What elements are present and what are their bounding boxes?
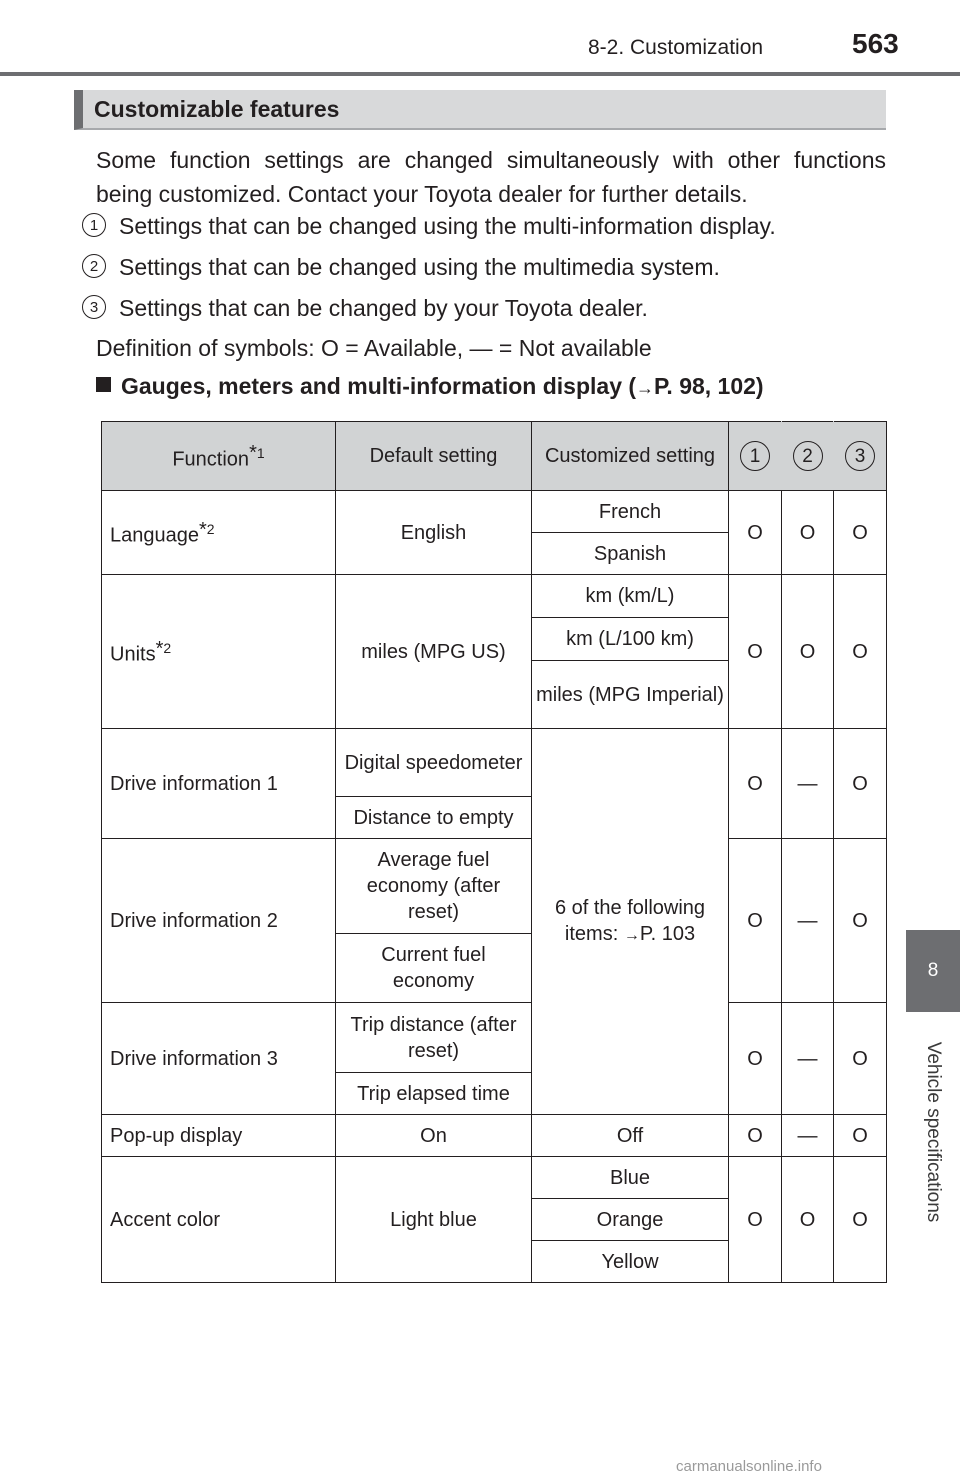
option-drive-2: Average fuel economy (after reset): [336, 839, 532, 934]
table-row: [102, 575, 887, 618]
circled-number-icon: 2: [82, 254, 106, 278]
mark-1: O: [729, 575, 782, 729]
option-accent: Yellow: [532, 1241, 729, 1283]
default-popup: On: [336, 1115, 532, 1157]
circled-number-icon: 2: [793, 441, 823, 471]
bullet-square-icon: [96, 377, 111, 392]
mark-2: —: [782, 1003, 834, 1115]
list-item: 3 Settings that can be changed by your Toyota dealer.: [82, 295, 648, 322]
header-rule: [0, 72, 960, 76]
option-drive-1: Digital speedometer: [336, 729, 532, 797]
mark-1: O: [729, 729, 782, 839]
intro-paragraph: Some function settings are changed simultaneously with other functions being customized. Contact your Toyota dealer for further details.: [96, 147, 886, 207]
header-col-1: [729, 422, 782, 491]
function-language: Language*$^2$: [102, 491, 336, 575]
mark-1: O: [729, 491, 782, 575]
table-row: [102, 491, 887, 533]
mark-3: O: [834, 729, 887, 839]
function-drive-1: Drive information 1: [102, 729, 336, 839]
function-accent: Accent color: [102, 1157, 336, 1283]
function-units: Units*$^2$: [102, 575, 336, 729]
customized-drive: 6 of the following items: →P. 103: [532, 729, 729, 1115]
function-drive-2: Drive information 2: [102, 839, 336, 1003]
page-reference-link[interactable]: P. 98, 102): [654, 373, 764, 399]
table-row: [102, 1157, 887, 1199]
mark-2: O: [782, 575, 834, 729]
option-units: km (km/L): [532, 575, 729, 618]
section-title: Customizable features: [94, 96, 340, 122]
mark-3: O: [834, 1003, 887, 1115]
section-title-bar: [74, 90, 886, 130]
mark-1: O: [729, 1115, 782, 1157]
side-tab-number: 8: [906, 930, 960, 1012]
table-row: [102, 1003, 887, 1073]
option-accent: Blue: [532, 1157, 729, 1199]
option-language: French: [532, 491, 729, 533]
mark-3: O: [834, 575, 887, 729]
mark-1: O: [729, 839, 782, 1003]
mark-1: O: [729, 1003, 782, 1115]
option-units: miles (MPG Imperial): [532, 661, 729, 729]
header-col-3: [834, 422, 887, 491]
mark-3: O: [834, 839, 887, 1003]
arrow-icon: →: [636, 378, 655, 398]
arrow-icon: →: [623, 926, 640, 944]
circled-number-icon: 3: [82, 295, 106, 319]
option-drive-2: Current fuel economy: [336, 934, 532, 1003]
page-number: 563: [852, 28, 899, 59]
function-drive-3: Drive information 3: [102, 1003, 336, 1115]
option-language: Spanish: [532, 533, 729, 575]
circled-number-icon: 1: [82, 213, 106, 237]
table-header-row: [102, 422, 887, 491]
header-col-2: [782, 422, 834, 491]
mark-2: —: [782, 729, 834, 839]
side-tab-label: Vehicle specifications: [923, 1041, 944, 1223]
customization-table: [101, 421, 887, 1283]
mark-2: —: [782, 839, 834, 1003]
circled-number-icon: 3: [845, 441, 875, 471]
option-drive-1: Distance to empty: [336, 797, 532, 839]
mark-2: —: [782, 1115, 834, 1157]
option-accent: Orange: [532, 1199, 729, 1241]
header-section-title: 8-2. Customization: [588, 36, 764, 59]
list-item: 1 Settings that can be changed using the multi-information display.: [82, 213, 776, 240]
function-popup: Pop-up display: [102, 1115, 336, 1157]
table-row: [102, 839, 887, 934]
header-function: Function*$^1$: [102, 422, 336, 491]
option-drive-3: Trip elapsed time: [336, 1073, 532, 1115]
watermark: carmanualsonline.info: [676, 1458, 822, 1475]
option-units: km (L/100 km): [532, 618, 729, 661]
option-drive-3: Trip distance (after reset): [336, 1003, 532, 1073]
header-customized: Customized setting: [532, 422, 729, 491]
header-default: Default setting: [336, 422, 532, 491]
option-popup: Off: [532, 1115, 729, 1157]
table-row: [102, 1115, 887, 1157]
mark-2: O: [782, 491, 834, 575]
circled-number-icon: 1: [740, 441, 770, 471]
subheading: Gauges, meters and multi-information display (→P. 98, 102): [96, 373, 764, 400]
mark-2: O: [782, 1157, 834, 1283]
mark-3: O: [834, 1115, 887, 1157]
mark-3: O: [834, 491, 887, 575]
mark-1: O: [729, 1157, 782, 1283]
mark-3: O: [834, 1157, 887, 1283]
symbol-definition: Definition of symbols: O = Available, — = Not available: [96, 335, 652, 361]
default-language: English: [336, 491, 532, 575]
default-accent: Light blue: [336, 1157, 532, 1283]
page-reference-link[interactable]: P. 103: [639, 922, 696, 945]
default-units: miles (MPG US): [336, 575, 532, 729]
list-item: 2 Settings that can be changed using the multimedia system.: [82, 254, 720, 281]
table-row: [102, 729, 887, 797]
